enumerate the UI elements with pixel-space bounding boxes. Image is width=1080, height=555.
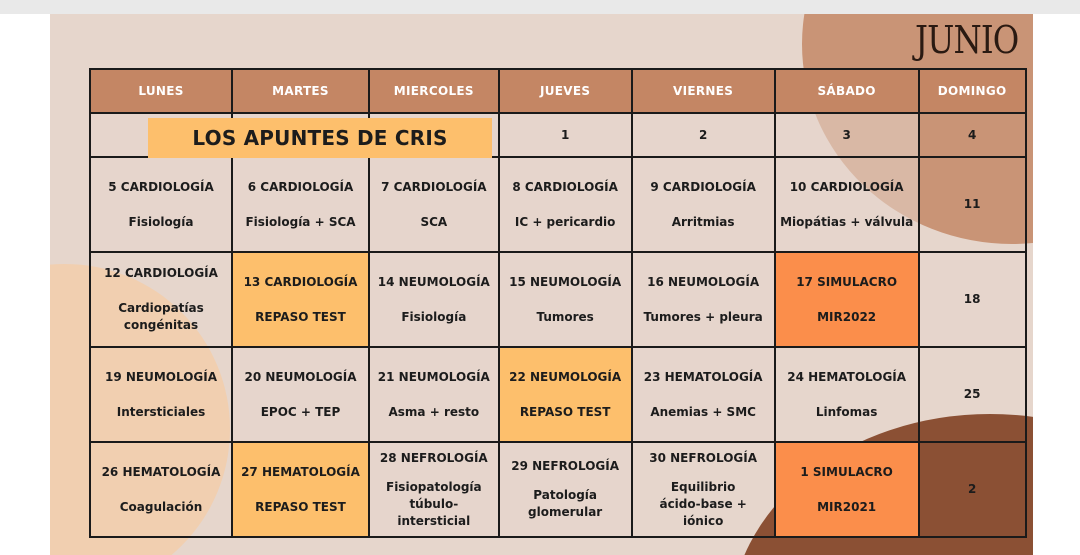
day-subject: 10 CARDIOLOGÍA [789, 179, 904, 194]
day-number: 11 [963, 197, 981, 211]
day-cell [90, 442, 232, 537]
day-cell [919, 347, 1026, 442]
weekday-header-row [90, 69, 1026, 113]
day-cell [369, 157, 499, 252]
day-cell: 2 [632, 113, 775, 157]
day-cell [775, 157, 919, 252]
day-subject: 12 CARDIOLOGÍA [104, 266, 218, 280]
banner-title: LOS APUNTES DE CRIS [148, 118, 492, 158]
day-cell [499, 252, 632, 347]
day-subject: 1 SIMULACRO [800, 464, 893, 479]
day-number: 25 [963, 387, 981, 401]
day-subject: 22 NEUMOLOGÍA [509, 369, 622, 384]
day-cell-highlight [775, 442, 919, 537]
day-cell [632, 157, 775, 252]
day-topic: MIR2022 [817, 309, 877, 324]
day-topic: Intersticiales [116, 404, 206, 419]
day-topic: Patología glomerular [528, 488, 603, 519]
day-cell [919, 157, 1026, 252]
weekday-header: MIERCOLES [369, 69, 499, 113]
day-cell [919, 442, 1026, 537]
day-subject: 8 CARDIOLOGÍA [512, 179, 618, 194]
day-topic: IC + pericardio [514, 214, 616, 229]
day-cell [369, 442, 499, 537]
week-row [90, 252, 1026, 347]
day-cell-highlight [232, 252, 369, 347]
day-topic: REPASO TEST [519, 404, 611, 419]
weekday-header: DOMINGO [919, 69, 1026, 113]
day-topic: Cardiopatías congénitas [118, 301, 204, 332]
day-topic: Fisiología + SCA [245, 214, 356, 229]
weekday-header: MARTES [232, 69, 369, 113]
day-subject: 30 NEFROLOGÍA [649, 450, 758, 465]
day-cell: 1 [499, 113, 632, 157]
day-topic: Asma + resto [388, 404, 480, 419]
day-cell [499, 157, 632, 252]
day-topic: Equilibrio ácido-base + iónico [659, 479, 747, 528]
day-cell [632, 347, 775, 442]
day-cell: 4 [919, 113, 1026, 157]
day-topic: REPASO TEST [255, 309, 346, 324]
day-topic: EPOC + TEP [260, 404, 341, 419]
day-subject: 9 CARDIOLOGÍA [650, 179, 756, 194]
day-topic: Fisiopatología túbulo-intersticial [386, 479, 482, 528]
day-subject: 26 HEMATOLOGÍA [101, 464, 221, 479]
day-topic: Coagulación [119, 499, 203, 514]
day-topic: REPASO TEST [255, 499, 346, 514]
month-title: JUNIO [915, 18, 1019, 62]
day-subject: 20 NEUMOLOGÍA [244, 369, 357, 384]
day-cell [775, 347, 919, 442]
day-subject: 15 NEUMOLOGÍA [509, 274, 622, 289]
day-topic: Arritmias [671, 214, 735, 229]
day-cell [90, 157, 232, 252]
day-cell [499, 442, 632, 537]
day-subject: 28 NEFROLOGÍA [379, 450, 488, 465]
day-topic: Miopátias + válvula [780, 214, 914, 229]
day-topic: Fisiología [401, 309, 467, 324]
day-subject: 16 NEUMOLOGÍA [647, 274, 760, 289]
day-topic: Linfomas [815, 404, 878, 419]
day-subject: 7 CARDIOLOGÍA [381, 179, 487, 194]
top-status-bar [0, 0, 1080, 14]
day-topic: Tumores [536, 309, 594, 324]
day-subject: 27 HEMATOLOGÍA [241, 464, 360, 479]
day-topic: SCA [420, 214, 448, 229]
day-subject: 5 CARDIOLOGÍA [108, 179, 214, 194]
day-subject: 23 HEMATOLOGÍA [643, 369, 763, 384]
day-cell [632, 442, 775, 537]
day-topic: Tumores + pleura [643, 309, 763, 324]
day-cell [632, 252, 775, 347]
day-cell-highlight [775, 252, 919, 347]
day-topic: Anemias + SMC [650, 404, 756, 419]
weekday-header: LUNES [90, 69, 232, 113]
day-cell [919, 252, 1026, 347]
day-cell [90, 347, 232, 442]
day-subject: 21 NEUMOLOGÍA [377, 369, 490, 384]
day-cell [369, 252, 499, 347]
day-subject: 13 CARDIOLOGÍA [243, 274, 358, 289]
day-subject: 14 NEUMOLOGÍA [377, 274, 490, 289]
day-cell [369, 347, 499, 442]
day-cell-highlight [232, 442, 369, 537]
day-cell [90, 252, 232, 347]
day-cell: 3 [775, 113, 919, 157]
day-subject: 24 HEMATOLOGÍA [787, 369, 907, 384]
day-subject: 29 NEFROLOGÍA [511, 459, 620, 473]
day-subject: 19 NEUMOLOGÍA [104, 369, 218, 384]
day-cell-highlight [499, 347, 632, 442]
calendar-page [50, 14, 1033, 555]
weekday-header: JUEVES [499, 69, 632, 113]
day-cell [232, 157, 369, 252]
day-number: 18 [963, 292, 981, 306]
day-topic: Fisiología [128, 214, 194, 229]
weekday-header: VIERNES [632, 69, 775, 113]
week-row [90, 347, 1026, 442]
day-subject: 6 CARDIOLOGÍA [247, 179, 354, 194]
day-topic: MIR2021 [817, 499, 877, 514]
week-row [90, 442, 1026, 537]
day-cell [232, 347, 369, 442]
weekday-header: SÁBADO [775, 69, 919, 113]
week-row [90, 157, 1026, 252]
day-subject: 17 SIMULACRO [796, 274, 898, 289]
day-number: 2 [967, 482, 977, 496]
